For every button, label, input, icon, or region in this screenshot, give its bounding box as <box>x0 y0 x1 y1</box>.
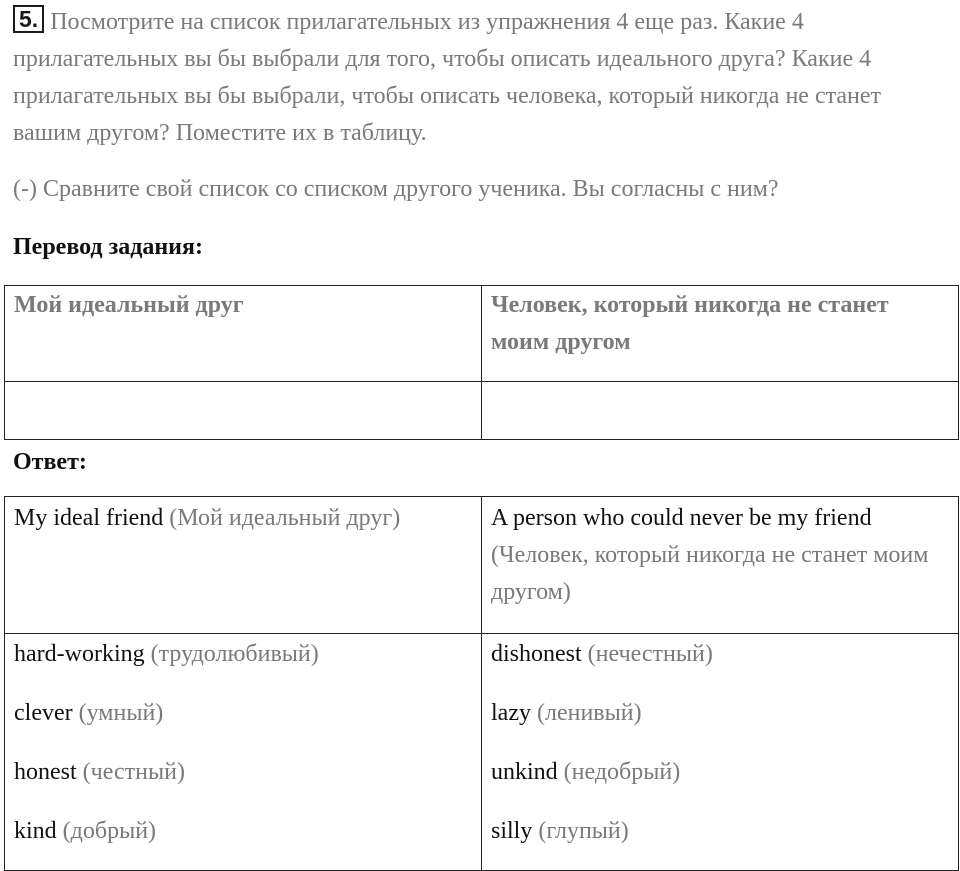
list-item <box>14 693 472 752</box>
adjective-ru: (недобрый) <box>563 759 681 785</box>
translation-col2-header: Человек, который никогда не станет моим другом <box>482 286 959 382</box>
adjective-en: kind <box>14 818 57 844</box>
task-text-block <box>13 4 948 152</box>
list-item <box>491 634 949 693</box>
answer-col2-header <box>482 497 959 634</box>
adjective-en: lazy <box>491 700 531 726</box>
task-instruction: Посмотрите на список прилагательных из упражнения 4 еще раз. Какие 4 прилагательных вы бы выбрали для того, чтобы описать идеального друга? Какие 4 прилагательных вы бы выбрали, чтобы описать человека, который никогда не станет вашим другом? Поместите их в таблицу. <box>13 9 882 146</box>
list-item <box>14 634 472 693</box>
translation-empty-cell-2 <box>482 382 959 440</box>
list-item <box>14 752 472 811</box>
nonfriend-adjectives-cell <box>482 634 959 871</box>
answer-col1-en: My ideal friend <box>14 505 164 531</box>
adjective-ru: (честный) <box>82 759 185 785</box>
adjective-ru: (ленивый) <box>536 700 642 726</box>
adjective-en: honest <box>14 759 77 785</box>
answer-col2-en: A person who could never be my friend <box>491 505 872 531</box>
list-item <box>491 811 949 870</box>
adjective-ru: (глупый) <box>538 818 629 844</box>
translation-empty-cell-1 <box>5 382 482 440</box>
adjective-en: silly <box>491 818 533 844</box>
answer-header-row <box>5 497 959 634</box>
list-item <box>14 811 472 870</box>
friend-adjectives-cell <box>5 634 482 871</box>
answer-heading: Ответ: <box>13 449 87 475</box>
translation-heading: Перевод задания: <box>13 234 203 260</box>
answer-body-row <box>5 634 959 871</box>
list-item <box>491 752 949 811</box>
translation-table <box>4 285 959 440</box>
answer-table <box>4 496 959 871</box>
task-compare-text: (-) Сравните свой список со списком другого ученика. Вы согласны с ним? <box>13 176 779 202</box>
adjective-ru: (трудолюбивый) <box>150 641 319 667</box>
translation-col1-header: Мой идеальный друг <box>5 286 482 382</box>
translation-empty-row <box>5 382 959 440</box>
adjective-ru: (добрый) <box>62 818 157 844</box>
task-number-badge: 5. <box>13 5 44 33</box>
adjective-en: unkind <box>491 759 558 785</box>
adjective-en: clever <box>14 700 73 726</box>
adjective-ru: (нечестный) <box>587 641 713 667</box>
adjective-ru: (умный) <box>78 700 164 726</box>
answer-col1-header <box>5 497 482 634</box>
list-item <box>491 693 949 752</box>
adjective-en: hard-working <box>14 641 145 667</box>
answer-col1-ru: (Мой идеальный друг) <box>169 505 401 531</box>
answer-col2-ru: (Человек, который никогда не станет моим другом) <box>491 542 929 605</box>
translation-header-row <box>5 286 959 382</box>
adjective-en: dishonest <box>491 641 582 667</box>
